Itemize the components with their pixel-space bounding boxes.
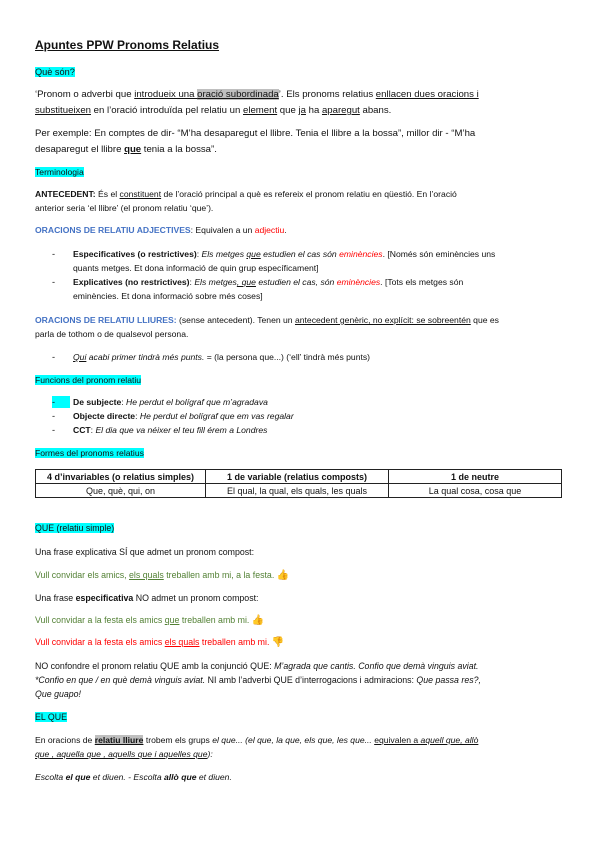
- funcio-objecte-directe: Objecte directe: He perdut el bolígraf que em vas regalar: [73, 411, 294, 421]
- heading-terminologia: Terminologia: [35, 167, 84, 177]
- thumbs-down-icon: 👎: [271, 637, 285, 648]
- table-row: [36, 484, 562, 498]
- table-cell: La qual cosa, cosa que: [389, 484, 562, 498]
- heading-el-que: EL QUE: [35, 712, 67, 722]
- funcio-cct: CCT: El dia que va néixer el teu fill érem a Londres: [73, 425, 268, 435]
- bullet-dash: -: [52, 352, 56, 362]
- adjectives-line: ORACIONS DE RELATIU ADJECTIVES: Equivalen a un adjectiu.: [35, 225, 287, 235]
- page-title: Apuntes PPW Pronoms Relatius: [35, 38, 220, 52]
- no-confondre-line-3: Que guapo!: [35, 689, 81, 699]
- no-confondre-line-2: *Confio en que / en què demà vinguis aviat. NI amb l’adverbi QUE d’interrogacions i admiracions: Que passa res?,: [35, 675, 481, 685]
- funcio-subjecte: De subjecte: He perdut el bolígraf que m’agradava: [73, 397, 268, 407]
- bullet-dash: -: [52, 277, 56, 287]
- correct-example-1: Vull convidar els amics, els quals treballen amb mi, a la festa. 👍: [35, 570, 290, 581]
- lliures-line-2: parla de tothom o de qualsevol persona.: [35, 329, 189, 339]
- especificatives-line-2: quants metges. Et dona informació de quin grup específicament]: [73, 263, 319, 273]
- lliures-line-1: ORACIONS DE RELATIU LLIURES: (sense antecedent). Tenen un antecedent genèric, no explícit: se sobreentén que es: [35, 315, 499, 325]
- thumbs-up-icon: 👍: [251, 615, 265, 626]
- table-header-cell: 1 de variable (relatius composts): [206, 470, 389, 484]
- qui-example: Qui acabi primer tindrà més punts. = (la persona que...) (‘ell’ tindrà més punts): [73, 352, 371, 362]
- no-confondre-line-1: NO confondre el pronom relatiu QUE amb la conjunció QUE: M’agrada que cantis. Confio que demà vinguis aviat.: [35, 661, 479, 671]
- bullet-dash-highlighted: -: [52, 396, 70, 408]
- table-cell: Que, què, qui, on: [36, 484, 206, 498]
- table-header-cell: 1 de neutre: [389, 470, 562, 484]
- table-header-cell: 4 d’invariables (o relatius simples): [36, 470, 206, 484]
- el-que-line-2: que , aquella que , aquells que i aquelles que):: [35, 749, 213, 759]
- el-que-example: Escolta el que et diuen. - Escolta allò que et diuen.: [35, 772, 232, 782]
- bullet-dash: -: [52, 249, 56, 259]
- incorrect-example: Vull convidar a la festa els amics els quals treballen amb mi. 👎: [35, 637, 285, 648]
- forms-table: [35, 469, 562, 498]
- el-que-line-1: En oracions de relatiu lliure trobem els grups el que... (el que, la que, els que, les que... equivalen a aquell que, allò: [35, 735, 479, 745]
- especificativa-line: Una frase especificativa NO admet un pronom compost:: [35, 593, 259, 603]
- table-header-row: [36, 470, 562, 484]
- heading-que-son: Què són?: [35, 67, 75, 77]
- bullet-dash: -: [52, 425, 56, 435]
- example-line-2: desaparegut el llibre que tenia a la bossa”.: [35, 144, 217, 155]
- heading-que-relatiu-simple: QUE (relatiu simple): [35, 523, 115, 533]
- example-line-1: Per exemple: En comptes de dir- “M’ha desaparegut el llibre. Tenia el llibre a la bossa”, millor dir - “M’ha: [35, 128, 476, 139]
- table-cell: El qual, la qual, els quals, les quals: [206, 484, 389, 498]
- especificatives-line-1: Especificatives (o restrictives): Els metges que estudien el cas són eminències. [Només són eminències uns: [73, 249, 496, 259]
- heading-funcions: Funcions del pronom relatiu: [35, 375, 142, 385]
- explicativa-line: Una frase explicativa SÍ que admet un pronom compost:: [35, 547, 255, 557]
- definition-line-1: ‘Pronom o adverbi que introdueix una oració subordinada’. Els pronoms relatius enllacen dues oracions i: [35, 89, 479, 100]
- definition-line-2: substitueixen en l’oració introduïda pel relatiu un element que ja ha aparegut abans.: [35, 105, 392, 116]
- antecedent-line-1: ANTECEDENT: És el constituent de l’oració principal a què es refereix el pronom relatiu en qüestió. En l’oració: [35, 189, 457, 199]
- antecedent-line-2: anterior seria ‘el llibre’ (el pronom relatiu ‘que’).: [35, 203, 214, 213]
- explicatives-line-2: eminències. Et dona informació sobre més coses]: [73, 291, 263, 301]
- explicatives-line-1: Explicatives (no restrictives): Els metges, que estudien el cas, són eminències. [Tots els metges són: [73, 277, 464, 287]
- thumbs-up-icon: 👍: [276, 570, 290, 581]
- bullet-dash: -: [52, 411, 56, 421]
- heading-formes: Formes del pronoms relatius: [35, 448, 144, 458]
- correct-example-2: Vull convidar a la festa els amics que treballen amb mi. 👍: [35, 615, 265, 626]
